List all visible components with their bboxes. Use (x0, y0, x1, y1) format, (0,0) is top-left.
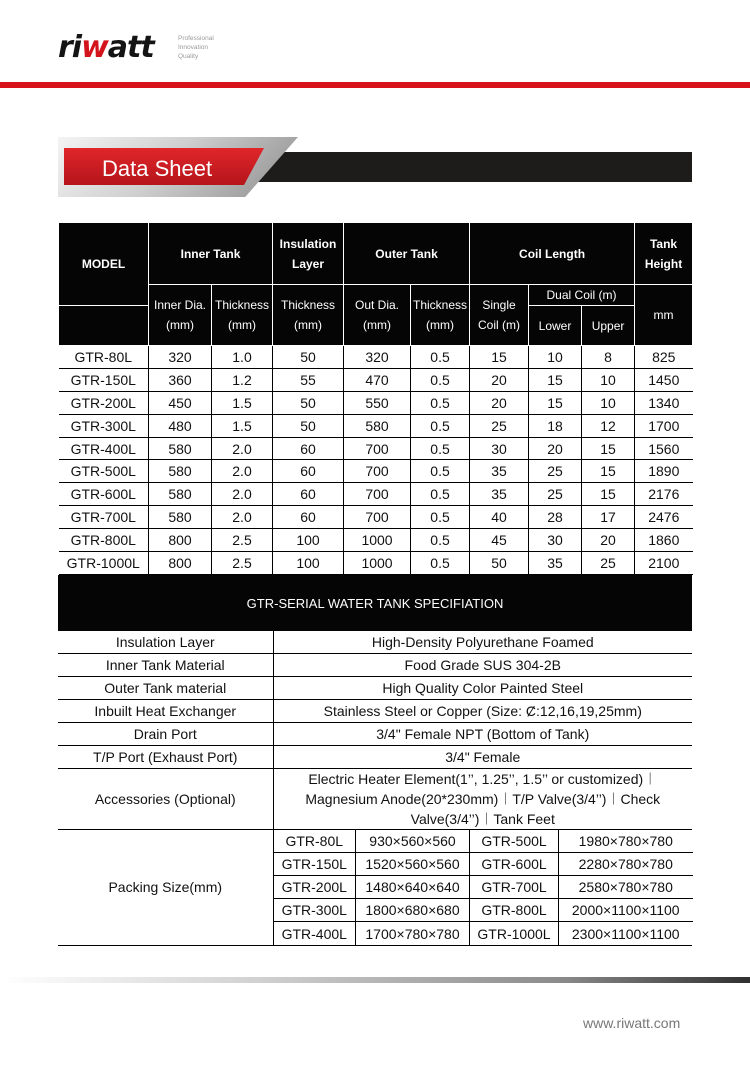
table-cell: 35 (470, 483, 529, 506)
table-cell: 15 (470, 346, 529, 369)
table-cell: 1700 (635, 414, 693, 437)
table-cell: 450 (149, 391, 212, 414)
header-inner-thickness: Thickness (mm) (212, 285, 273, 346)
table-cell: 0.5 (411, 460, 470, 483)
table-cell: 2.0 (212, 437, 273, 460)
table-cell: 700 (344, 460, 411, 483)
brand-tagline (178, 34, 214, 61)
table-row (59, 460, 693, 483)
packing-size: 930×560×560 (356, 830, 470, 853)
packing-size: 1980×780×780 (559, 830, 693, 853)
spec-label: Drain Port (58, 723, 273, 746)
packing-model: GTR-500L (470, 830, 559, 853)
table-cell: 800 (149, 552, 212, 575)
table-cell: 100 (273, 529, 344, 552)
table-cell: 800 (149, 529, 212, 552)
spec-value: Food Grade SUS 304-2B (273, 654, 692, 677)
model-cell: GTR-150L (59, 368, 149, 391)
table-cell: 40 (470, 506, 529, 529)
table-cell: 15 (582, 460, 635, 483)
table-cell: 580 (344, 414, 411, 437)
data-sheet-banner (58, 137, 692, 197)
table-cell: 0.5 (411, 437, 470, 460)
packing-row (274, 922, 693, 945)
table-cell: 1000 (344, 552, 411, 575)
table-cell: 45 (470, 529, 529, 552)
table-cell: 50 (273, 346, 344, 369)
table-row (59, 346, 693, 369)
header-model-blank (59, 306, 149, 346)
model-cell: GTR-80L (59, 346, 149, 369)
header-outer-thickness: Thickness (mm) (411, 285, 470, 346)
model-cell: GTR-700L (59, 506, 149, 529)
packing-model: GTR-800L (470, 899, 559, 922)
table-cell: 25 (582, 552, 635, 575)
table-cell: 12 (582, 414, 635, 437)
table-cell: 100 (273, 552, 344, 575)
header-outer-tank: Outer Tank (344, 223, 470, 285)
table-cell: 20 (470, 368, 529, 391)
table-cell: 2176 (635, 483, 693, 506)
table-cell: 0.5 (411, 529, 470, 552)
table-cell: 60 (273, 460, 344, 483)
table-row (59, 529, 693, 552)
packing-size: 2280×780×780 (559, 853, 693, 876)
table-cell: 700 (344, 437, 411, 460)
model-cell: GTR-600L (59, 483, 149, 506)
table-cell: 470 (344, 368, 411, 391)
spec-label: Outer Tank material (58, 677, 273, 700)
table-cell: 50 (470, 552, 529, 575)
table-cell: 0.5 (411, 368, 470, 391)
table-cell: 1890 (635, 460, 693, 483)
header-dual-upper: Upper (582, 306, 635, 346)
model-data-table (58, 222, 693, 575)
table-cell: 1.0 (212, 346, 273, 369)
riwatt-logo: riwatt (58, 30, 154, 65)
packing-row (274, 899, 693, 922)
spec-label: T/P Port (Exhaust Port) (58, 745, 273, 768)
table-cell: 55 (273, 368, 344, 391)
packing-size: 2580×780×780 (559, 876, 693, 899)
table-cell: 30 (529, 529, 582, 552)
packing-size: 1800×680×680 (356, 899, 470, 922)
header-insulation-thickness: Thickness (mm) (273, 285, 344, 346)
table-cell: 30 (470, 437, 529, 460)
spec-value: High-Density Polyurethane Foamed (273, 631, 692, 654)
table-cell: 550 (344, 391, 411, 414)
table-cell: 1450 (635, 368, 693, 391)
table-cell: 1.5 (212, 414, 273, 437)
table-cell: 10 (582, 368, 635, 391)
table-cell: 20 (582, 529, 635, 552)
packing-size: 2300×1100×1100 (571, 925, 680, 942)
footer-url: www.riwatt.com (583, 1015, 681, 1031)
table-cell: 0.5 (411, 552, 470, 575)
table-cell: 25 (529, 460, 582, 483)
table-cell: 700 (344, 483, 411, 506)
tagline-line: Innovation (178, 44, 208, 51)
packing-model: GTR-80L (274, 830, 356, 853)
table-cell: 10 (582, 391, 635, 414)
packing-label: Packing Size(mm) (58, 829, 273, 945)
spec-label: Inbuilt Heat Exchanger (58, 700, 273, 723)
model-cell: GTR-400L (59, 437, 149, 460)
table-cell: 0.5 (411, 346, 470, 369)
table-cell: 25 (470, 414, 529, 437)
table-cell: 2.0 (212, 483, 273, 506)
table-cell: 25 (529, 483, 582, 506)
table-cell: 0.5 (411, 414, 470, 437)
table-cell: 50 (273, 391, 344, 414)
table-cell: 0.5 (411, 391, 470, 414)
table-cell: 17 (582, 506, 635, 529)
model-cell: GTR-200L (59, 391, 149, 414)
spec-value-accessories: Electric Heater Element(1’’, 1.25’’, 1.5’’ or customized)︱Magnesium Anode(20*230mm)︱T/P Valve(3/4’’)︱Check Valve(3/4’’)︱Tank Feet (273, 768, 692, 829)
table-cell: 50 (273, 414, 344, 437)
packing-model: GTR-600L (470, 853, 559, 876)
spec-value: High Quality Color Painted Steel (273, 677, 692, 700)
header-insulation-layer: Insulation Layer (273, 223, 344, 285)
spec-value: 3/4" Female (273, 745, 692, 768)
header-dual-lower: Lower (529, 306, 582, 346)
header-coil-length: Coil Length (470, 223, 635, 285)
packing-row (274, 876, 693, 899)
table-row (59, 414, 693, 437)
table-row (59, 437, 693, 460)
table-cell: 15 (582, 437, 635, 460)
table-cell: 20 (470, 391, 529, 414)
header-red-bar (0, 82, 750, 88)
packing-model: GTR-700L (470, 876, 559, 899)
table-cell: 580 (149, 483, 212, 506)
model-cell: GTR-800L (59, 529, 149, 552)
table-cell: 360 (149, 368, 212, 391)
table-cell: 700 (344, 506, 411, 529)
header-inner-tank: Inner Tank (149, 223, 273, 285)
table-row (59, 391, 693, 414)
spec-table (58, 631, 692, 946)
table-cell: 1.2 (212, 368, 273, 391)
tagline-line: Professional (178, 35, 214, 42)
table-cell: 2.0 (212, 460, 273, 483)
banner-dark-band (238, 152, 692, 182)
header-inner-dia: Inner Dia. (mm) (149, 285, 212, 346)
header-dual-coil: Dual Coil (m) (529, 285, 635, 306)
packing-table (274, 830, 693, 945)
table-cell: 18 (529, 414, 582, 437)
table-row (59, 483, 693, 506)
table-cell: 2.5 (212, 529, 273, 552)
table-cell: 35 (529, 552, 582, 575)
table-row (59, 506, 693, 529)
tagline-line: Quality (178, 53, 199, 60)
packing-model: GTR-200L (274, 876, 356, 899)
table-cell: 2.0 (212, 506, 273, 529)
spec-label: Accessories (Optional) (58, 768, 273, 829)
packing-size: 1480×640×640 (356, 876, 470, 899)
spec-label: Insulation Layer (58, 631, 273, 654)
packing-size: 2000×1100×1100 (559, 899, 693, 922)
packing-rows (274, 830, 693, 945)
table-cell: 825 (635, 346, 693, 369)
packing-cell (273, 829, 692, 945)
model-cell: GTR-1000L (59, 552, 149, 575)
packing-model: GTR-150L (274, 853, 356, 876)
header-tank-height: Tank Height (635, 223, 693, 285)
table-cell: 15 (529, 391, 582, 414)
table-cell: 1860 (635, 529, 693, 552)
header-out-dia: Out Dia. (mm) (344, 285, 411, 346)
table-cell: 60 (273, 506, 344, 529)
model-cell: GTR-300L (59, 414, 149, 437)
packing-size: 1520×560×560 (356, 853, 470, 876)
table-cell: 10 (529, 346, 582, 369)
footer-gradient-bar (0, 977, 750, 983)
header-height-unit: mm (635, 285, 693, 346)
packing-row (274, 853, 693, 876)
table-cell: 20 (529, 437, 582, 460)
spec-value: Stainless Steel or Copper (Size: Ȼ:12,16,19,25mm) (273, 700, 692, 723)
table-cell: 580 (149, 506, 212, 529)
table-cell: 8 (582, 346, 635, 369)
model-cell: GTR-500L (59, 460, 149, 483)
packing-model: GTR-400L (274, 922, 356, 945)
packing-model: GTR-300L (274, 899, 356, 922)
spec-title: GTR-SERIAL WATER TANK SPECIFIATION (58, 575, 692, 631)
table-row (59, 368, 693, 391)
table-cell: 1000 (344, 529, 411, 552)
table-cell: 0.5 (411, 506, 470, 529)
table-cell: 60 (273, 483, 344, 506)
table-row (59, 552, 693, 575)
header-single-coil: Single Coil (m) (470, 285, 529, 346)
spec-label: Inner Tank Material (58, 654, 273, 677)
packing-row (274, 830, 693, 853)
table-cell: 2476 (635, 506, 693, 529)
table-cell: 28 (529, 506, 582, 529)
table-cell: 320 (344, 346, 411, 369)
table-cell: 1560 (635, 437, 693, 460)
packing-size: 1700×780×780 (356, 922, 470, 945)
table-cell: 0.5 (411, 483, 470, 506)
table-cell: 60 (273, 437, 344, 460)
banner-title: Data Sheet (102, 156, 213, 181)
packing-model: GTR-1000L (470, 922, 559, 945)
table-cell: 35 (470, 460, 529, 483)
table-cell: 320 (149, 346, 212, 369)
table-cell: 480 (149, 414, 212, 437)
table-cell: 1.5 (212, 391, 273, 414)
table-cell: 2100 (635, 552, 693, 575)
table-cell: 15 (582, 483, 635, 506)
table-cell: 580 (149, 437, 212, 460)
table-cell: 1340 (635, 391, 693, 414)
table-cell: 2.5 (212, 552, 273, 575)
data-rows (59, 346, 693, 575)
table-cell: 15 (529, 368, 582, 391)
table-cell: 580 (149, 460, 212, 483)
spec-value: 3/4" Female NPT (Bottom of Tank) (273, 723, 692, 746)
header-model: MODEL (59, 223, 149, 306)
